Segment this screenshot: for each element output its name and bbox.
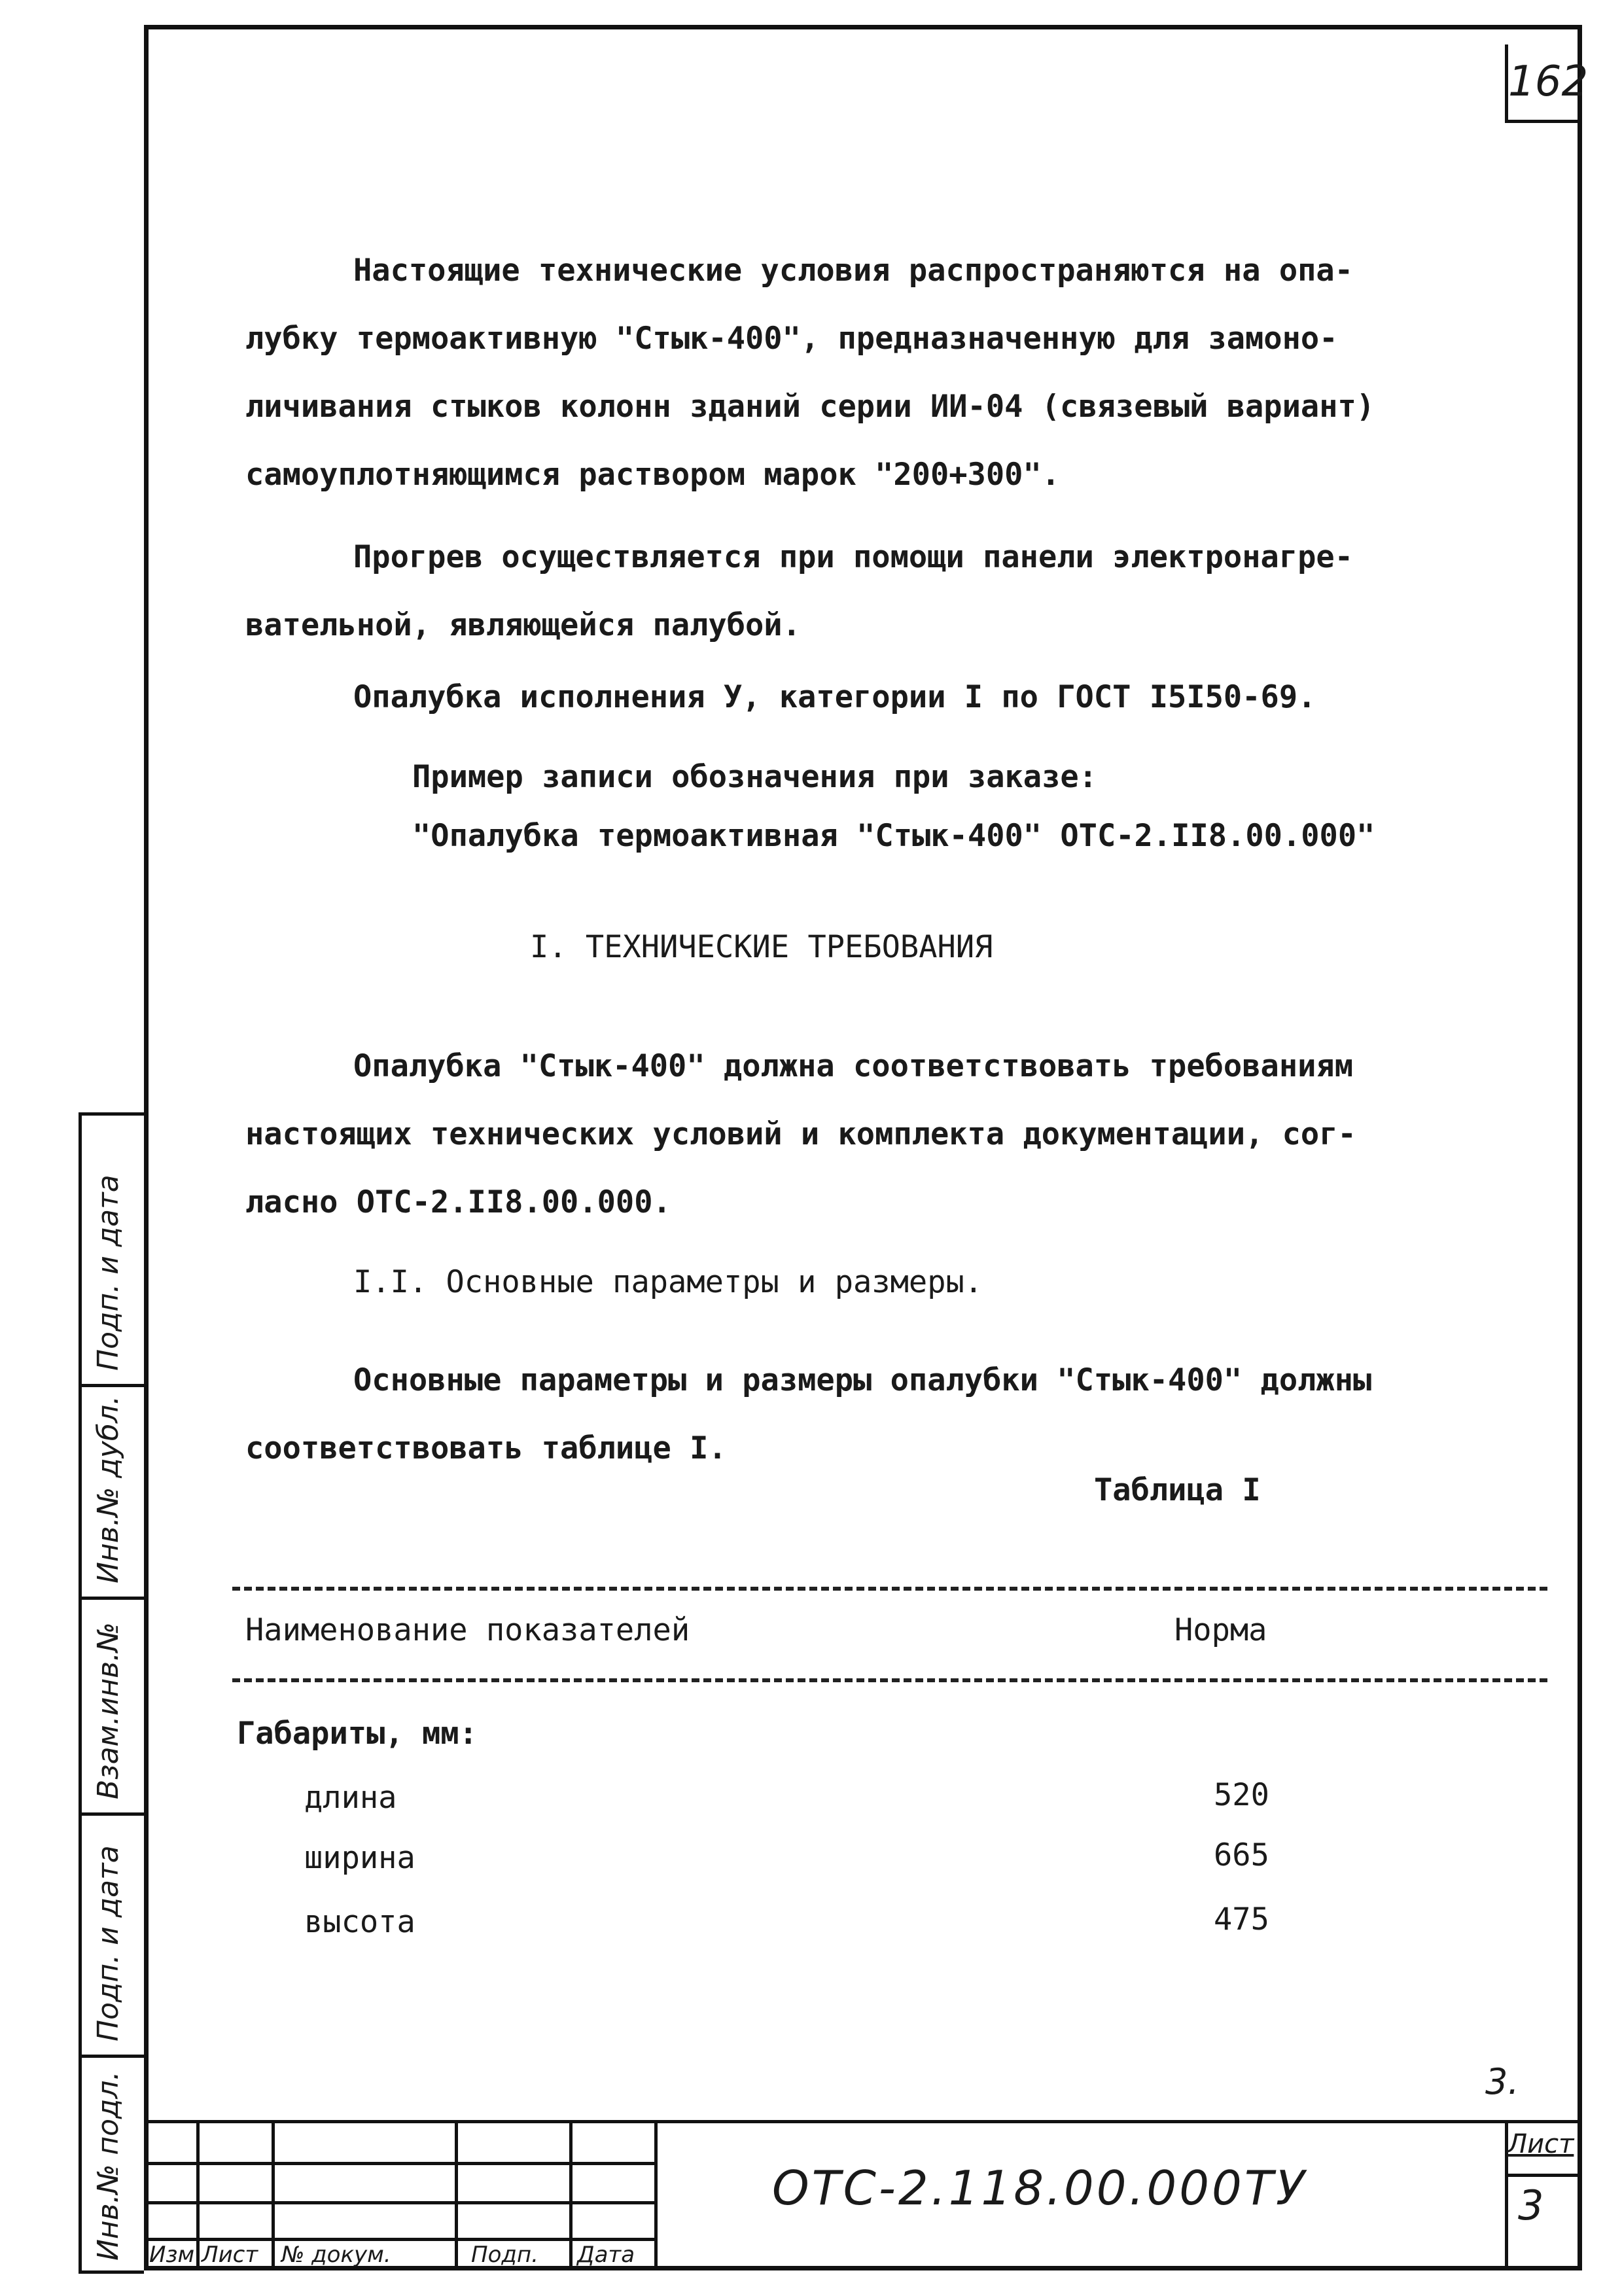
paragraph-table-ref: Основные параметры и размеры опалубки "Стык-400" должны соответствовать таблице I. (245, 1362, 1372, 1466)
side-stamp-top-line (79, 1112, 144, 1116)
title-block-col-label: Подп. (471, 2242, 538, 2268)
side-stamp-divider (79, 1812, 144, 1816)
title-block-top-rule (144, 2120, 1582, 2123)
order-example-value: "Опалубка термоактивная "Стык-400" ОТС-2.II8.00.000" (412, 818, 1375, 854)
title-block-rule (1505, 2174, 1582, 2177)
title-block-rule (144, 2162, 654, 2165)
table-row-name: длина (304, 1780, 397, 1816)
sheet-label: Лист (1507, 2129, 1574, 2159)
table-caption: Таблица I (1094, 1472, 1261, 1508)
paragraph-heating: Прогрев осуществляется при помощи панели электронагре- вательной, являющейся палубой. (245, 539, 1354, 643)
title-block-divider (569, 2120, 573, 2270)
table-header-name: Наименование показателей (245, 1612, 690, 1648)
sheet-number: 3 (1518, 2181, 1544, 2229)
table-group-label: Габариты, мм: (237, 1716, 478, 1752)
title-block-rule (144, 2238, 654, 2241)
title-block-divider (196, 2120, 200, 2270)
side-stamp-outer-line (79, 1112, 82, 2270)
table-header-norm: Норма (1174, 1612, 1267, 1648)
table-top-rule (232, 1587, 1547, 1591)
section-heading: I. ТЕХНИЧЕСКИЕ ТРЕБОВАНИЯ (530, 929, 993, 965)
side-stamp-label: Инв.№ подл. (92, 2071, 125, 2261)
table-row-name: ширина (304, 1840, 415, 1876)
sheet-corner-number: 162 (1505, 44, 1582, 123)
side-stamp-divider (79, 1384, 144, 1387)
table-header-rule (232, 1678, 1547, 1682)
table-row-value: 665 (1214, 1837, 1269, 1873)
table-row-value: 475 (1214, 1901, 1269, 1937)
title-block-rule (144, 2201, 654, 2204)
subsection-heading: I.I. Основные параметры и размеры. (353, 1264, 983, 1300)
side-stamp-divider (79, 2055, 144, 2058)
paragraph-scope: Настоящие технические условия распространяются на опа- лубку термоактивную "Стык-400", предназначенную для замоно- личивания стыков колонн зданий серии ИИ-04 (связевый вариант) самоуплотняющимся раствором марок "200+300". (245, 253, 1375, 493)
side-stamp-bottom-line (79, 2270, 144, 2274)
title-block-col-label: Изм (149, 2242, 195, 2268)
title-block-col-label: № докум. (281, 2242, 391, 2268)
paragraph-requirements: Опалубка "Стык-400" должна соответствовать требованиям настоящих технических условий и комплекта документации, сог- ласно ОТС-2.II8.00.000. (245, 1048, 1356, 1220)
page-mark: 3. (1485, 2061, 1519, 2102)
side-stamp-label: Подп. и дата (92, 1845, 125, 2041)
side-stamp-label: Взам.инв.№ (92, 1622, 125, 1799)
title-block-col-label: Лист (202, 2242, 258, 2268)
document-designation: ОТС-2.118.00.000ТУ (772, 2161, 1307, 2216)
side-stamp-divider (79, 1597, 144, 1600)
side-stamp-label: Инв.№ дубл. (92, 1395, 125, 1583)
title-block-divider (272, 2120, 275, 2270)
title-block-divider (455, 2120, 458, 2270)
order-example-label: Пример записи обозначения при заказе: (412, 759, 1097, 795)
title-block-divider (654, 2120, 658, 2270)
paragraph-execution: Опалубка исполнения У, категории I по ГОСТ I5I50-69. (353, 679, 1316, 715)
side-stamp-label: Подп. и дата (92, 1174, 125, 1371)
table-row-value: 520 (1214, 1777, 1269, 1813)
title-block-col-label: Дата (577, 2242, 635, 2268)
table-row-name: высота (304, 1904, 415, 1940)
